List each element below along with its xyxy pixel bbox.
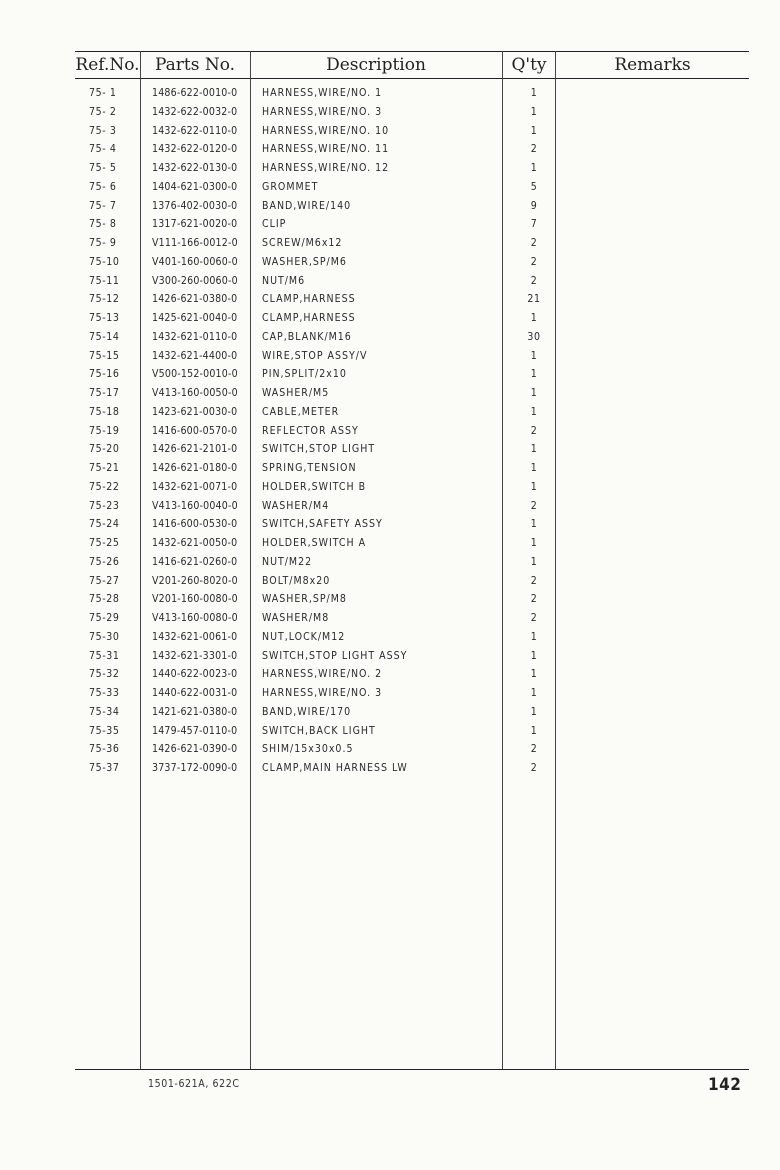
qty-cell: 1 xyxy=(530,687,538,699)
description-cell: REFLECTOR ASSY xyxy=(262,424,359,437)
description-cell: SWITCH,SAFETY ASSY xyxy=(262,518,383,531)
parts-no-cell: V201-160-0080-0 xyxy=(152,593,238,606)
ref-no-cell: 75-28 xyxy=(89,593,120,606)
description-cell: CLAMP,MAIN HARNESS LW xyxy=(262,762,408,774)
parts-no-cell: 3737-172-0090-0 xyxy=(152,762,238,774)
qty-cell: 2 xyxy=(530,424,538,437)
ref-no-cell: 75-37 xyxy=(89,762,120,774)
table-bottom-rule xyxy=(75,1069,749,1070)
description-cell: CLAMP,HARNESS xyxy=(262,293,356,306)
description-cell: BOLT/M8x20 xyxy=(262,574,331,587)
qty-cell: 1 xyxy=(530,649,538,662)
description-cell: WASHER/M8 xyxy=(262,612,330,624)
qty-cell: 2 xyxy=(530,593,538,606)
ref-no-cell: 75-16 xyxy=(89,368,120,381)
qty-cell: 1 xyxy=(530,668,538,681)
qty-cell: 1 xyxy=(530,537,538,549)
parts-no-cell: V413-160-0080-0 xyxy=(152,612,238,624)
ref-no-cell: 75-11 xyxy=(89,274,120,287)
qty-cell: 1 xyxy=(530,124,538,137)
parts-no-cell: 1426-621-2101-0 xyxy=(152,443,238,456)
parts-no-cell: 1425-621-0040-0 xyxy=(152,312,238,324)
qty-cell: 2 xyxy=(530,612,538,624)
parts-no-cell: 1432-621-0110-0 xyxy=(152,330,238,343)
description-cell: WASHER,SP/M6 xyxy=(262,255,347,268)
description-cell: NUT,LOCK/M12 xyxy=(262,630,346,643)
description-cell: CAP,BLANK/M16 xyxy=(262,330,352,343)
description-cell: GROMMET xyxy=(262,180,319,193)
parts-no-cell: 1423-621-0030-0 xyxy=(152,405,238,418)
header-parts-no: Parts No. xyxy=(154,55,236,75)
description-cell: SCREW/M6x12 xyxy=(262,237,343,249)
ref-no-cell: 75-21 xyxy=(89,462,120,474)
qty-cell: 21 xyxy=(527,293,541,306)
ref-no-cell: 75- 7 xyxy=(89,199,117,212)
parts-no-cell: 1421-621-0380-0 xyxy=(152,705,238,718)
parts-no-cell: 1416-600-0570-0 xyxy=(152,424,238,437)
header-ref-no: Ref.No. xyxy=(75,55,140,75)
ref-no-cell: 75-20 xyxy=(89,443,120,456)
qty-cell: 2 xyxy=(530,143,538,156)
ref-no-cell: 75-17 xyxy=(89,387,120,399)
qty-cell: 2 xyxy=(530,499,538,512)
description-cell: CABLE,METER xyxy=(262,405,340,418)
ref-no-cell: 75- 8 xyxy=(89,218,117,231)
qty-cell: 2 xyxy=(530,274,538,287)
ref-no-cell: 75-30 xyxy=(89,630,120,643)
description-cell: SWITCH,STOP LIGHT xyxy=(262,443,376,456)
qty-cell: 2 xyxy=(530,574,538,587)
ref-no-cell: 75-12 xyxy=(89,293,120,306)
ref-no-cell: 75-19 xyxy=(89,424,120,437)
header-bottom-rule xyxy=(75,78,749,79)
qty-cell: 1 xyxy=(530,518,538,531)
parts-no-cell: 1432-621-0050-0 xyxy=(152,537,238,549)
description-cell: HARNESS,WIRE/NO. 3 xyxy=(262,687,383,699)
parts-no-cell: 1426-621-0180-0 xyxy=(152,462,238,474)
parts-no-cell: 1416-600-0530-0 xyxy=(152,518,238,531)
description-cell: PIN,SPLIT/2x10 xyxy=(262,368,347,381)
parts-no-cell: 1416-621-0260-0 xyxy=(152,555,238,568)
description-cell: WIRE,STOP ASSY/V xyxy=(262,349,368,362)
header-remarks: Remarks xyxy=(614,55,691,75)
parts-no-cell: 1479-457-0110-0 xyxy=(152,724,238,737)
description-cell: SPRING,TENSION xyxy=(262,462,357,474)
qty-cell: 1 xyxy=(530,105,538,118)
ref-no-cell: 75-13 xyxy=(89,312,120,324)
parts-no-cell: 1432-622-0110-0 xyxy=(152,124,238,137)
ref-no-cell: 75-27 xyxy=(89,574,120,587)
qty-cell: 1 xyxy=(530,630,538,643)
ref-no-cell: 75-22 xyxy=(89,480,120,493)
description-cell: SWITCH,BACK LIGHT xyxy=(262,724,376,737)
qty-cell: 1 xyxy=(530,724,538,737)
page-number: 142 xyxy=(708,1075,742,1095)
parts-no-cell: V413-160-0050-0 xyxy=(152,387,238,399)
parts-no-cell: 1432-622-0120-0 xyxy=(152,143,238,156)
description-cell: WASHER,SP/M8 xyxy=(262,593,347,606)
ref-no-cell: 75-24 xyxy=(89,518,120,531)
ref-no-cell: 75-34 xyxy=(89,705,120,718)
parts-no-cell: V201-260-8020-0 xyxy=(152,574,238,587)
ref-no-cell: 75-36 xyxy=(89,743,120,756)
qty-cell: 9 xyxy=(530,199,538,212)
ref-no-cell: 75-33 xyxy=(89,687,120,699)
description-cell: HARNESS,WIRE/NO. 12 xyxy=(262,162,390,174)
ref-no-cell: 75-10 xyxy=(89,255,120,268)
parts-no-cell: 1317-621-0020-0 xyxy=(152,218,238,231)
description-cell: HARNESS,WIRE/NO. 3 xyxy=(262,105,383,118)
parts-no-cell: 1376-402-0030-0 xyxy=(152,199,238,212)
description-cell: NUT/M6 xyxy=(262,274,306,287)
ref-no-cell: 75- 5 xyxy=(89,162,117,174)
header-description: Description xyxy=(326,55,426,75)
description-cell: BAND,WIRE/170 xyxy=(262,705,352,718)
ref-no-cell: 75-23 xyxy=(89,499,120,512)
column-rule-desc xyxy=(502,51,503,1069)
qty-cell: 2 xyxy=(530,762,538,774)
parts-no-cell: 1404-621-0300-0 xyxy=(152,180,238,193)
header-top-rule xyxy=(75,51,749,52)
parts-no-cell: 1432-622-0032-0 xyxy=(152,105,238,118)
parts-no-cell: V401-160-0060-0 xyxy=(152,255,238,268)
description-cell: CLAMP,HARNESS xyxy=(262,312,356,324)
parts-no-cell: 1432-621-0061-0 xyxy=(152,630,238,643)
qty-cell: 1 xyxy=(530,705,538,718)
qty-cell: 1 xyxy=(530,443,538,456)
ref-no-cell: 75-15 xyxy=(89,349,120,362)
parts-no-cell: V413-160-0040-0 xyxy=(152,499,238,512)
parts-no-cell: V111-166-0012-0 xyxy=(152,237,238,249)
ref-no-cell: 75- 4 xyxy=(89,143,117,156)
ref-no-cell: 75-25 xyxy=(89,537,120,549)
description-cell: HARNESS,WIRE/NO. 1 xyxy=(262,87,383,99)
parts-no-cell: V500-152-0010-0 xyxy=(152,368,238,381)
ref-no-cell: 75- 9 xyxy=(89,237,117,249)
qty-cell: 1 xyxy=(530,87,538,99)
qty-cell: 30 xyxy=(527,330,541,343)
parts-no-cell: 1440-622-0031-0 xyxy=(152,687,238,699)
ref-no-cell: 75-26 xyxy=(89,555,120,568)
parts-no-cell: 1432-621-4400-0 xyxy=(152,349,238,362)
qty-cell: 1 xyxy=(530,387,538,399)
description-cell: SHIM/15x30x0.5 xyxy=(262,743,354,756)
description-cell: NUT/M22 xyxy=(262,555,313,568)
qty-cell: 1 xyxy=(530,162,538,174)
qty-cell: 1 xyxy=(530,349,538,362)
ref-no-cell: 75-18 xyxy=(89,405,120,418)
description-cell: BAND,WIRE/140 xyxy=(262,199,352,212)
qty-cell: 1 xyxy=(530,312,538,324)
ref-no-cell: 75-14 xyxy=(89,330,120,343)
ref-no-cell: 75-35 xyxy=(89,724,120,737)
parts-no-cell: V300-260-0060-0 xyxy=(152,274,238,287)
qty-cell: 5 xyxy=(530,180,538,193)
ref-no-cell: 75-29 xyxy=(89,612,120,624)
parts-no-cell: 1440-622-0023-0 xyxy=(152,668,238,681)
qty-cell: 7 xyxy=(530,218,538,231)
parts-no-cell: 1432-621-3301-0 xyxy=(152,649,238,662)
qty-cell: 1 xyxy=(530,368,538,381)
model-code: 1501-621A, 622C xyxy=(148,1078,240,1090)
description-cell: HARNESS,WIRE/NO. 10 xyxy=(262,124,390,137)
column-rule-ref xyxy=(140,51,141,1069)
qty-cell: 1 xyxy=(530,555,538,568)
parts-no-cell: 1426-621-0380-0 xyxy=(152,293,238,306)
ref-no-cell: 75- 3 xyxy=(89,124,117,137)
qty-cell: 2 xyxy=(530,237,538,249)
ref-no-cell: 75- 2 xyxy=(89,105,117,118)
description-cell: WASHER/M5 xyxy=(262,387,330,399)
qty-cell: 1 xyxy=(530,462,538,474)
ref-no-cell: 75-31 xyxy=(89,649,120,662)
description-cell: HOLDER,SWITCH B xyxy=(262,480,367,493)
description-cell: SWITCH,STOP LIGHT ASSY xyxy=(262,649,408,662)
description-cell: HARNESS,WIRE/NO. 11 xyxy=(262,143,390,156)
parts-no-cell: 1426-621-0390-0 xyxy=(152,743,238,756)
qty-cell: 2 xyxy=(530,743,538,756)
qty-cell: 2 xyxy=(530,255,538,268)
header-qty: Q'ty xyxy=(511,55,547,75)
parts-no-cell: 1486-622-0010-0 xyxy=(152,87,238,99)
ref-no-cell: 75- 1 xyxy=(89,87,117,99)
column-rule-parts xyxy=(250,51,251,1069)
ref-no-cell: 75- 6 xyxy=(89,180,117,193)
description-cell: HARNESS,WIRE/NO. 2 xyxy=(262,668,383,681)
parts-no-cell: 1432-622-0130-0 xyxy=(152,162,238,174)
description-cell: WASHER/M4 xyxy=(262,499,330,512)
qty-cell: 1 xyxy=(530,405,538,418)
description-cell: HOLDER,SWITCH A xyxy=(262,537,367,549)
parts-no-cell: 1432-621-0071-0 xyxy=(152,480,238,493)
qty-cell: 1 xyxy=(530,480,538,493)
ref-no-cell: 75-32 xyxy=(89,668,120,681)
description-cell: CLIP xyxy=(262,218,287,231)
